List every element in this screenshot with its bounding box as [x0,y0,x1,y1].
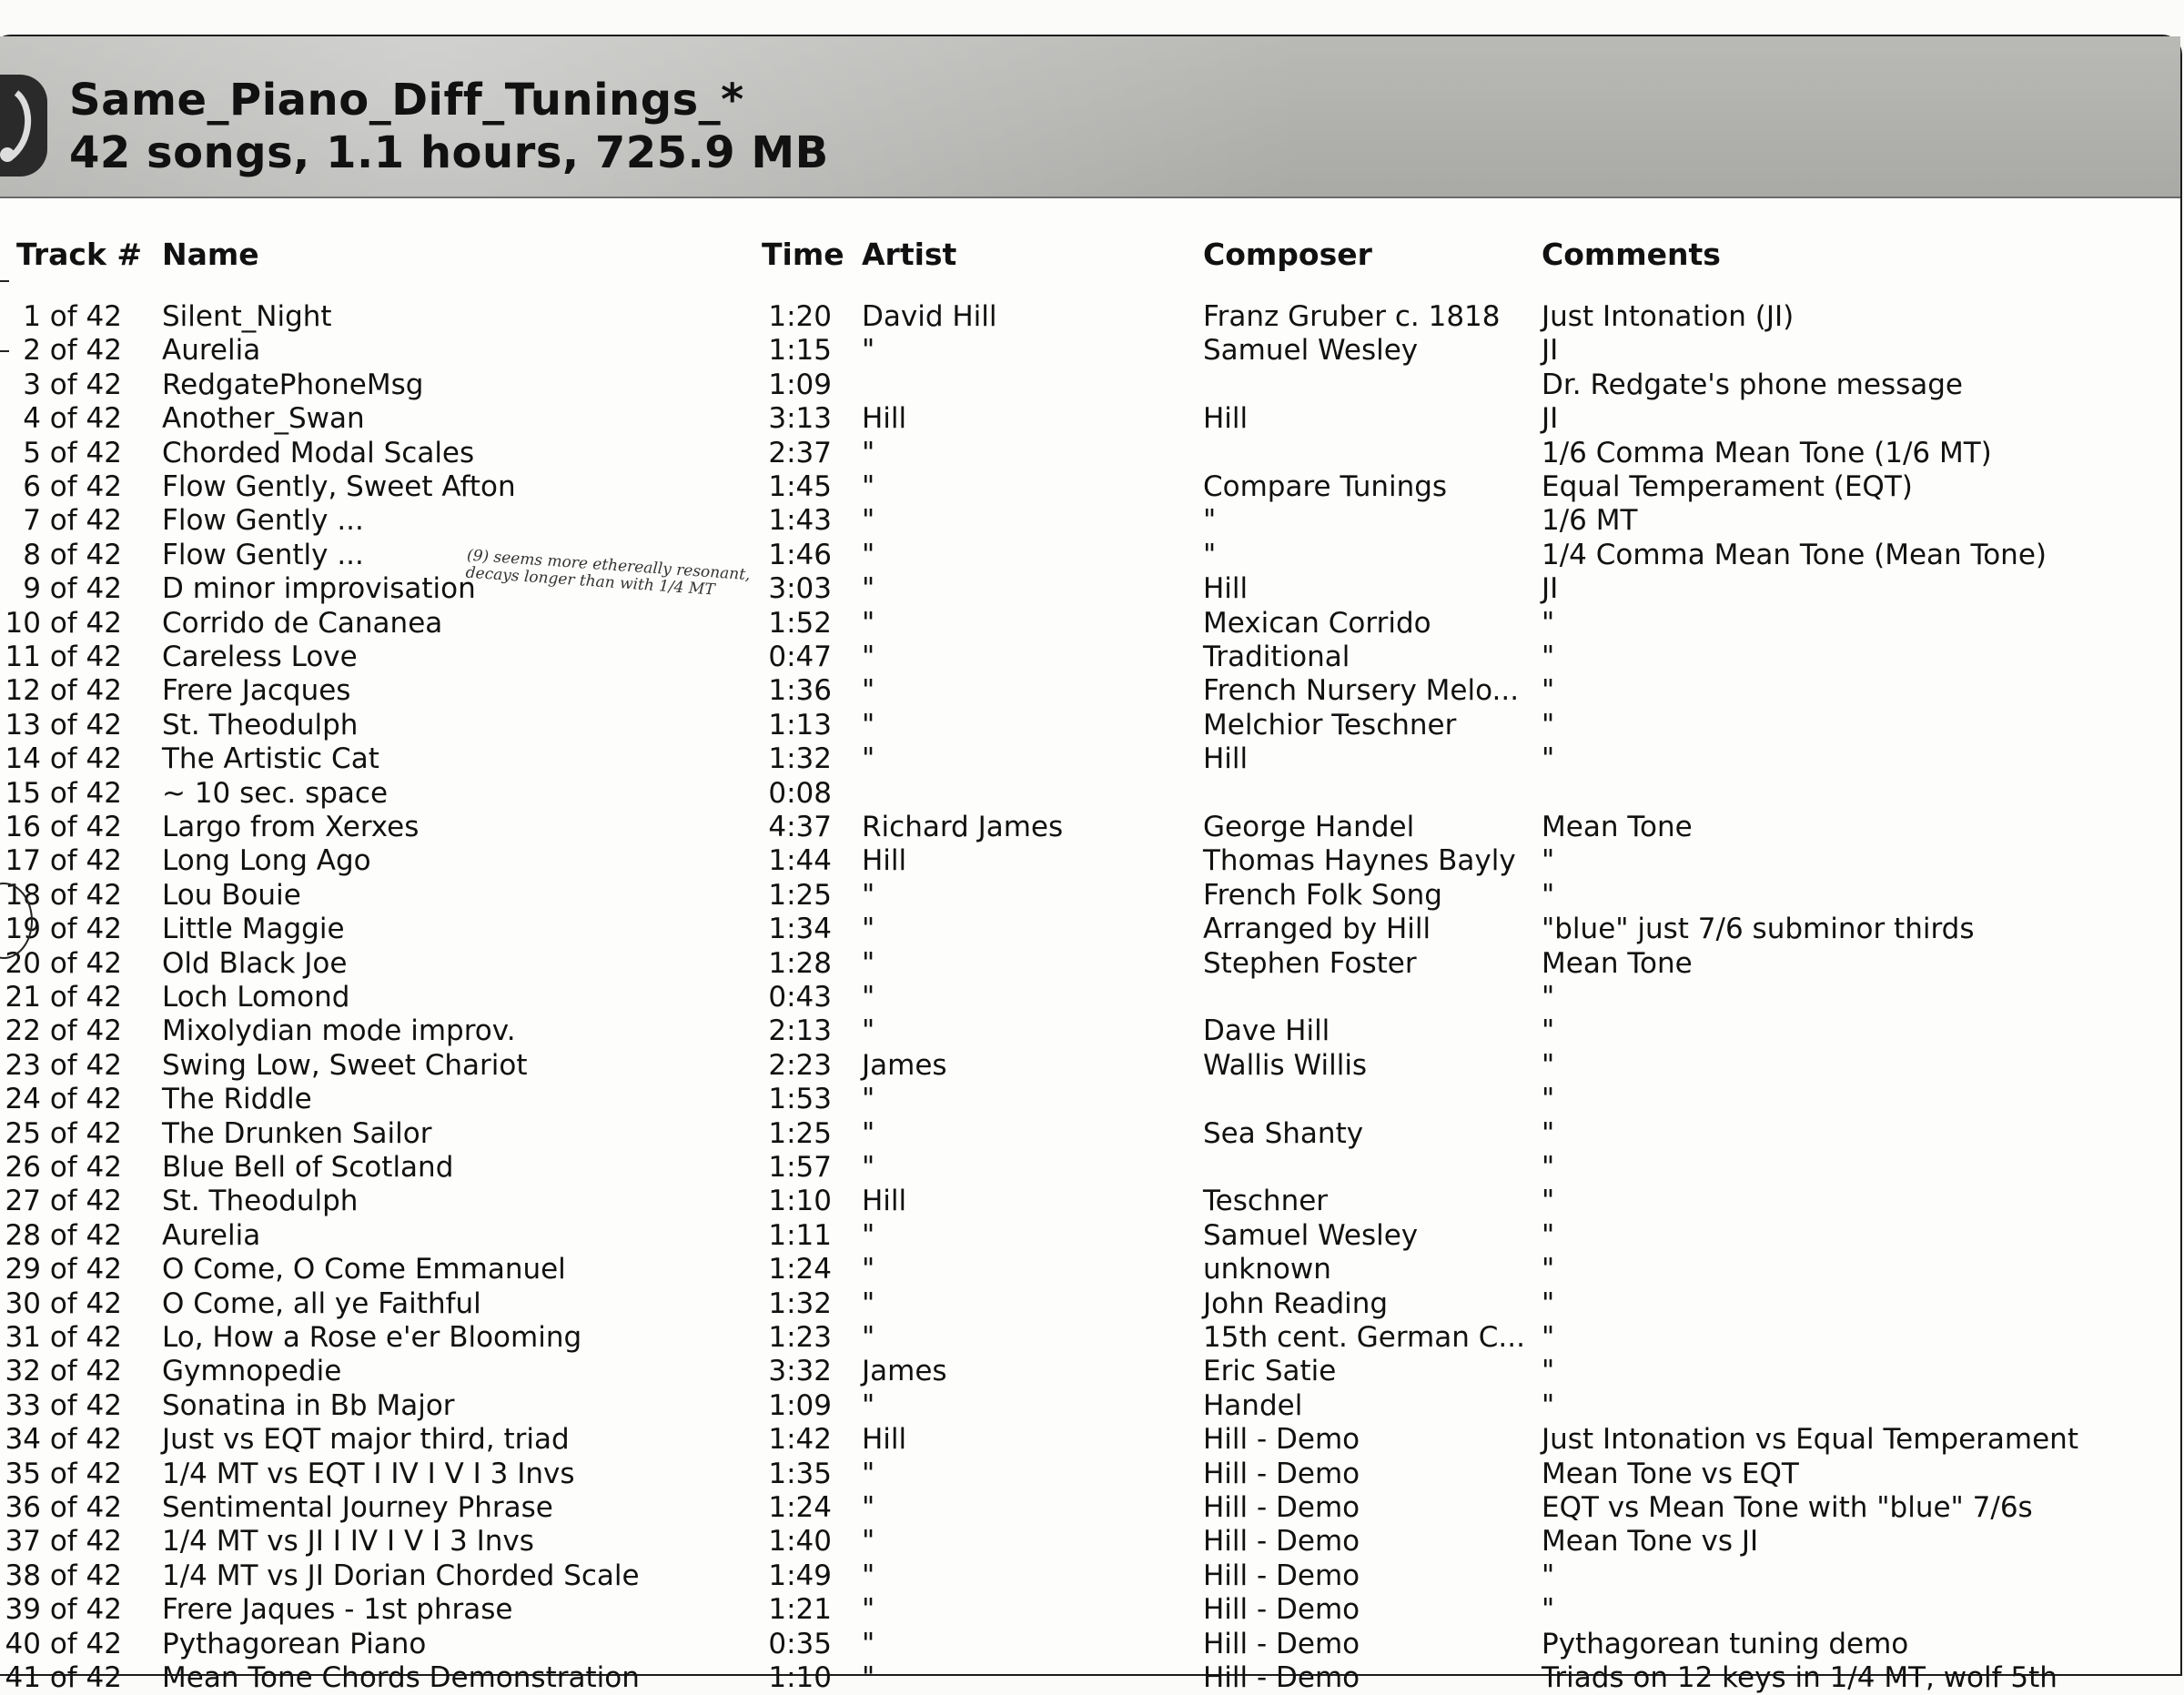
track-comments-cell: " [1542,1355,1555,1388]
track-artist-cell: " [862,1014,875,1048]
track-artist-cell: " [862,1627,875,1660]
track-track-cell: 3 of 42 [23,368,122,401]
track-track-cell: 38 of 42 [5,1559,122,1592]
track-time-cell: 1:43 [768,504,832,538]
track-comments-cell: " [1542,674,1555,708]
track-name-cell: RedgatePhoneMsg [162,368,424,401]
track-comments-cell: Mean Tone vs EQT [1542,1457,1799,1490]
track-comments-cell: " [1542,1253,1555,1286]
track-comments-cell: " [1542,708,1555,742]
track-composer-cell: Mexican Corrido [1203,606,1431,640]
track-name-cell: 1/4 MT vs EQT I IV I V I 3 Invs [162,1457,575,1490]
track-comments-cell: " [1542,1116,1555,1150]
column-composer[interactable]: Composer [1203,237,1372,272]
margin-tick [0,280,9,282]
track-row[interactable] [0,1117,2180,1151]
track-artist-cell: " [862,572,875,606]
track-comments-cell: " [1542,742,1555,776]
track-track-cell: 26 of 42 [5,1151,122,1184]
track-time-cell: 1:35 [768,1457,832,1490]
track-row[interactable] [0,1253,2180,1286]
track-name-cell: Old Black Joe [162,946,348,980]
track-time-cell: 1:25 [768,1116,832,1150]
track-artist-cell: " [862,1083,875,1116]
track-track-cell: 20 of 42 [5,946,122,980]
track-artist-cell: " [862,1559,875,1592]
track-artist-cell: " [862,981,875,1014]
track-composer-cell: Teschner [1203,1185,1329,1218]
track-track-cell: 24 of 42 [5,1083,122,1116]
track-comments-cell: " [1542,1218,1555,1252]
track-composer-cell: Sea Shanty [1203,1116,1364,1150]
track-composer-cell: Traditional [1203,641,1350,673]
track-row[interactable] [0,1559,2180,1593]
track-artist-cell: " [862,1321,875,1354]
track-artist-cell: " [862,1286,875,1320]
track-composer-cell: Hill - Demo [1203,1559,1360,1592]
track-row[interactable] [0,879,2180,913]
track-time-cell: 3:03 [768,572,832,606]
track-row[interactable] [0,1628,2180,1661]
track-name-cell: ~ 10 sec. space [162,776,389,810]
track-time-cell: 1:32 [768,1286,832,1320]
track-row[interactable] [0,300,2180,334]
track-comments-cell: " [1542,1593,1555,1627]
track-time-cell: 3:32 [768,1355,832,1388]
track-artist-cell: " [862,1457,875,1490]
track-track-cell: 16 of 42 [5,811,122,843]
track-artist-cell: Hill [862,844,907,878]
track-row[interactable] [0,1185,2180,1218]
track-name-cell: Pythagorean Piano [162,1627,427,1660]
playlist-icon [0,75,47,177]
track-name-cell: Flow Gently ... [162,504,364,538]
track-track-cell: 17 of 42 [5,844,122,878]
track-name-cell: Little Maggie [162,913,345,946]
track-comments-cell: " [1542,1185,1555,1218]
track-artist-cell: James [862,1048,947,1082]
track-artist-cell: " [862,436,875,469]
track-row[interactable] [0,1423,2180,1457]
track-row[interactable] [0,1287,2180,1321]
track-comments-cell: " [1542,606,1555,640]
track-composer-cell: Compare Tunings [1203,470,1448,503]
track-composer-cell: Thomas Haynes Bayly [1203,844,1516,878]
track-artist-cell: " [862,1116,875,1150]
track-track-cell: 19 of 42 [5,913,122,946]
track-time-cell: 3:13 [768,402,832,436]
track-composer-cell: George Handel [1203,811,1415,843]
track-comments-cell: " [1542,981,1555,1014]
column-name[interactable]: Name [162,237,259,272]
track-composer-cell: Hill [1203,572,1249,606]
track-time-cell: 0:08 [768,776,832,810]
column-time[interactable]: Time [762,237,844,272]
track-artist-cell: David Hill [862,300,997,333]
track-track-cell: 22 of 42 [5,1014,122,1048]
track-name-cell: Silent_Night [162,300,332,333]
track-composer-cell: Samuel Wesley [1203,1218,1419,1252]
playlist-window [0,35,2182,1694]
track-composer-cell: French Nursery Melo... [1203,674,1520,708]
track-comments-cell: Equal Temperament (EQT) [1542,470,1913,503]
track-row[interactable] [0,334,2180,368]
track-artist-cell: Hill [862,1185,907,1218]
track-artist-cell: " [862,742,875,776]
track-row[interactable] [0,913,2180,946]
track-comments-cell: " [1542,1083,1555,1116]
track-track-cell: 39 of 42 [5,1593,122,1627]
track-track-cell: 40 of 42 [5,1627,122,1660]
track-time-cell: 1:46 [768,538,832,571]
track-row[interactable] [0,777,2180,811]
track-track-cell: 1 of 42 [23,300,122,333]
track-artist-cell: " [862,674,875,708]
track-time-cell: 1:23 [768,1321,832,1354]
track-time-cell: 2:23 [768,1048,832,1082]
track-artist-cell: James [862,1355,947,1388]
track-comments-cell: " [1542,1048,1555,1082]
track-time-cell: 0:47 [768,641,832,673]
track-name-cell: The Riddle [162,1083,312,1116]
track-row[interactable] [0,742,2180,776]
track-time-cell: 1:09 [768,368,832,401]
track-comments-cell: " [1542,1559,1555,1592]
track-track-cell: 21 of 42 [5,981,122,1014]
playlist-title: Same_Piano_Diff_Tunings_* [69,75,744,126]
track-comments-cell: Mean Tone [1542,811,1693,843]
track-time-cell: 1:10 [768,1185,832,1218]
track-artist-cell: " [862,1661,875,1694]
track-composer-cell: Hill - Demo [1203,1491,1360,1524]
track-composer-cell: Dave Hill [1203,1014,1330,1048]
track-time-cell: 1:24 [768,1253,832,1286]
track-artist-cell: " [862,1491,875,1524]
track-row[interactable] [0,437,2180,470]
track-row[interactable] [0,981,2180,1014]
track-composer-cell: Wallis Willis [1203,1048,1368,1082]
track-time-cell: 1:20 [768,300,832,333]
playlist-header [0,36,2180,198]
track-artist-cell: " [862,1151,875,1184]
track-row[interactable] [0,539,2180,572]
track-time-cell: 0:43 [768,981,832,1014]
track-track-cell: 6 of 42 [23,470,122,503]
track-track-cell: 25 of 42 [5,1116,122,1150]
track-row[interactable] [0,1525,2180,1559]
track-artist-cell: Hill [862,1423,907,1457]
track-track-cell: 8 of 42 [23,538,122,571]
track-track-cell: 34 of 42 [5,1423,122,1457]
track-time-cell: 1:24 [768,1491,832,1524]
track-name-cell: Gymnopedie [162,1355,342,1388]
track-comments-cell: Mean Tone vs JI [1542,1525,1759,1559]
column-artist[interactable]: Artist [862,237,957,272]
track-artist-cell: Richard James [862,811,1064,843]
track-track-cell: 27 of 42 [5,1185,122,1218]
track-composer-cell: Melchior Teschner [1203,708,1457,742]
track-time-cell: 1:13 [768,708,832,742]
track-row[interactable] [0,1661,2180,1695]
track-name-cell: Flow Gently ... [162,538,364,571]
track-track-cell: 31 of 42 [5,1321,122,1354]
track-track-cell: 18 of 42 [5,878,122,912]
track-comments-cell: JI [1542,334,1559,368]
track-composer-cell: John Reading [1203,1286,1389,1320]
track-name-cell: Frere Jacques [162,674,351,708]
track-name-cell: The Artistic Cat [162,742,379,776]
track-time-cell: 1:40 [768,1525,832,1559]
track-track-cell: 13 of 42 [5,708,122,742]
track-artist-cell: " [862,606,875,640]
track-row[interactable] [0,674,2180,708]
track-comments-cell: Just Intonation vs Equal Temperament [1542,1423,2078,1457]
track-time-cell: 2:13 [768,1014,832,1048]
track-artist-cell: " [862,334,875,368]
track-name-cell: Blue Bell of Scotland [162,1151,454,1184]
track-name-cell: Lo, How a Rose e'er Blooming [162,1321,582,1354]
track-comments-cell: " [1542,1151,1555,1184]
track-name-cell: Sonatina in Bb Major [162,1388,455,1422]
track-name-cell: Sentimental Journey Phrase [162,1491,553,1524]
track-comments-cell: " [1542,1321,1555,1354]
track-row[interactable] [0,1014,2180,1048]
track-artist-cell: " [862,913,875,946]
track-comments-cell: 1/4 Comma Mean Tone (Mean Tone) [1542,538,2047,571]
track-track-cell: 41 of 42 [5,1661,122,1694]
track-track-cell: 33 of 42 [5,1388,122,1422]
track-name-cell: Chorded Modal Scales [162,436,475,469]
track-comments-cell: Mean Tone [1542,946,1693,980]
track-composer-cell: unknown [1203,1253,1331,1286]
track-name-cell: Another_Swan [162,402,365,436]
track-row[interactable] [0,1389,2180,1423]
track-comments-cell: " [1542,1286,1555,1320]
track-track-cell: 2 of 42 [23,334,122,368]
track-name-cell: 1/4 MT vs JI I IV I V I 3 Invs [162,1525,534,1559]
playlist-summary: 42 songs, 1.1 hours, 725.9 MB [69,127,829,178]
track-artist-cell: " [862,878,875,912]
track-time-cell: 2:37 [768,436,832,469]
track-comments-cell: EQT vs Mean Tone with "blue" 7/6s [1542,1491,2033,1524]
track-time-cell: 1:53 [768,1083,832,1116]
margin-tick [0,350,9,352]
track-composer-cell: 15th cent. German C... [1203,1321,1525,1354]
track-name-cell: Lou Bouie [162,878,301,912]
track-artist-cell: " [862,708,875,742]
track-artist-cell: " [862,504,875,538]
track-time-cell: 1:09 [768,1388,832,1422]
track-composer-cell: Hill - Demo [1203,1661,1360,1694]
track-row[interactable] [0,1083,2180,1116]
track-artist-cell: " [862,470,875,503]
track-row[interactable] [0,470,2180,504]
track-composer-cell: Hill [1203,402,1249,436]
track-time-cell: 1:10 [768,1661,832,1694]
track-name-cell: Swing Low, Sweet Chariot [162,1048,528,1082]
track-track-cell: 36 of 42 [5,1491,122,1524]
track-name-cell: Largo from Xerxes [162,811,420,843]
track-comments-cell: " [1542,844,1555,878]
track-comments-cell: Just Intonation (JI) [1542,300,1795,333]
track-name-cell: Aurelia [162,334,261,368]
track-composer-cell: Hill - Demo [1203,1457,1360,1490]
track-row[interactable] [0,811,2180,844]
track-row[interactable] [0,1049,2180,1083]
track-name-cell: O Come, O Come Emmanuel [162,1253,566,1286]
track-composer-cell: Handel [1203,1388,1303,1422]
track-track-cell: 4 of 42 [23,402,122,436]
track-name-cell: The Drunken Sailor [162,1116,432,1150]
column-comments[interactable]: Comments [1542,237,1721,272]
track-row[interactable] [0,1593,2180,1627]
track-time-cell: 1:52 [768,606,832,640]
track-name-cell: 1/4 MT vs JI Dorian Chorded Scale [162,1559,640,1592]
track-composer-cell: Hill [1203,742,1249,776]
track-name-cell: Mixolydian mode improv. [162,1014,516,1048]
track-name-cell: Flow Gently, Sweet Afton [162,470,516,503]
track-time-cell: 1:42 [768,1423,832,1457]
track-composer-cell: Eric Satie [1203,1355,1337,1388]
column-track[interactable]: Track # [16,237,143,272]
track-row[interactable] [0,607,2180,641]
track-composer-cell: Samuel Wesley [1203,334,1419,368]
track-track-cell: 5 of 42 [23,436,122,469]
track-artist-cell: " [862,1593,875,1627]
track-name-cell: Corrido de Cananea [162,606,443,640]
track-row[interactable] [0,844,2180,878]
track-artist-cell: " [862,1388,875,1422]
track-track-cell: 23 of 42 [5,1048,122,1082]
track-name-cell: Mean Tone Chords Demonstration [162,1661,640,1694]
track-time-cell: 1:44 [768,844,832,878]
track-row[interactable] [0,1151,2180,1185]
track-name-cell: Long Long Ago [162,844,371,878]
track-row[interactable] [0,1321,2180,1355]
track-time-cell: 1:57 [768,1151,832,1184]
track-composer-cell: Hill - Demo [1203,1423,1360,1457]
track-comments-cell: 1/6 Comma Mean Tone (1/6 MT) [1542,436,1992,469]
track-comments-cell: Dr. Redgate's phone message [1542,368,1963,401]
track-row[interactable] [0,947,2180,981]
track-comments-cell: " [1542,1014,1555,1048]
track-track-cell: 12 of 42 [5,674,122,708]
track-artist-cell: Hill [862,402,907,436]
track-composer-cell: Hill - Demo [1203,1627,1360,1660]
track-name-cell: O Come, all ye Faithful [162,1286,481,1320]
track-composer-cell: Arranged by Hill [1203,913,1431,946]
track-comments-cell: " [1542,878,1555,912]
track-comments-cell: JI [1542,402,1559,436]
track-comments-cell: "blue" just 7/6 subminor thirds [1542,913,1975,946]
track-comments-cell: " [1542,1388,1555,1422]
track-track-cell: 15 of 42 [5,776,122,810]
track-time-cell: 1:11 [768,1218,832,1252]
track-track-cell: 7 of 42 [23,504,122,538]
track-time-cell: 1:32 [768,742,832,776]
track-name-cell: Loch Lomond [162,981,350,1014]
track-row[interactable] [0,1491,2180,1525]
track-composer-cell: " [1203,538,1217,571]
track-row[interactable] [0,1219,2180,1253]
track-time-cell: 1:15 [768,334,832,368]
track-track-cell: 37 of 42 [5,1525,122,1559]
track-track-cell: 11 of 42 [5,641,122,673]
track-track-cell: 28 of 42 [5,1218,122,1252]
track-row[interactable] [0,1458,2180,1491]
track-row[interactable] [0,709,2180,742]
track-row[interactable] [0,572,2180,606]
track-time-cell: 1:34 [768,913,832,946]
track-row[interactable] [0,641,2180,674]
track-name-cell: St. Theodulph [162,708,359,742]
track-name-cell: Careless Love [162,641,358,673]
track-track-cell: 10 of 42 [5,606,122,640]
track-time-cell: 0:35 [768,1627,832,1660]
track-name-cell: St. Theodulph [162,1185,359,1218]
track-time-cell: 1:36 [768,674,832,708]
track-composer-cell: " [1203,504,1217,538]
track-time-cell: 1:45 [768,470,832,503]
track-name-cell: D minor improvisation [162,572,476,606]
handwritten-annotation: (9) seems more ethereally resonant, decays longer than with 1/4 MT [465,546,752,600]
track-comments-cell: JI [1542,572,1559,606]
track-comments-cell: 1/6 MT [1542,504,1638,538]
track-artist-cell: " [862,641,875,673]
track-artist-cell: " [862,1218,875,1252]
track-time-cell: 1:25 [768,878,832,912]
track-track-cell: 35 of 42 [5,1457,122,1490]
track-track-cell: 30 of 42 [5,1286,122,1320]
track-time-cell: 1:49 [768,1559,832,1592]
track-row[interactable] [0,368,2180,402]
track-track-cell: 29 of 42 [5,1253,122,1286]
track-track-cell: 14 of 42 [5,742,122,776]
track-artist-cell: " [862,538,875,571]
track-name-cell: Aurelia [162,1218,261,1252]
track-name-cell: Just vs EQT major third, triad [162,1423,570,1457]
track-artist-cell: " [862,1525,875,1559]
track-time-cell: 4:37 [768,811,832,843]
track-composer-cell: Hill - Demo [1203,1593,1360,1627]
track-composer-cell: Franz Gruber c. 1818 [1203,300,1501,333]
track-artist-cell: " [862,946,875,980]
column-headers [0,224,2180,273]
track-time-cell: 1:21 [768,1593,832,1627]
track-artist-cell: " [862,1253,875,1286]
track-comments-cell: Pythagorean tuning demo [1542,1627,1909,1660]
track-track-cell: 32 of 42 [5,1355,122,1388]
track-comments-cell: Triads on 12 keys in 1/4 MT, wolf 5th [1542,1661,2058,1694]
track-composer-cell: French Folk Song [1203,878,1442,912]
track-name-cell: Frere Jaques - 1st phrase [162,1593,513,1627]
track-comments-cell: " [1542,641,1555,673]
track-row[interactable] [0,504,2180,538]
track-row[interactable] [0,1355,2180,1388]
track-composer-cell: Stephen Foster [1203,946,1417,980]
track-track-cell: 9 of 42 [23,572,122,606]
track-time-cell: 1:28 [768,946,832,980]
track-composer-cell: Hill - Demo [1203,1525,1360,1559]
track-row[interactable] [0,402,2180,436]
